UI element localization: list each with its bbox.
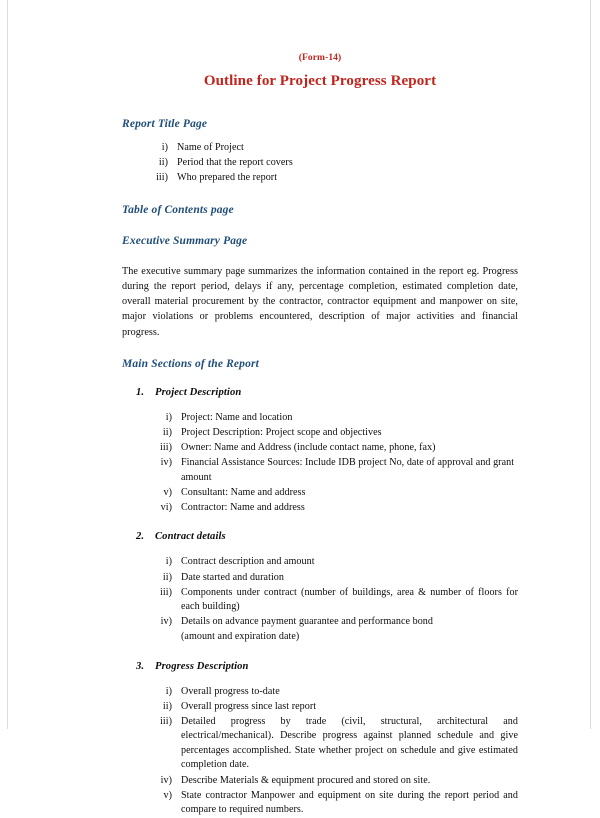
section-heading	[122, 530, 518, 544]
list-marker: iii)	[160, 715, 172, 727]
list-item	[154, 156, 518, 171]
list-item	[158, 571, 518, 586]
list-marker: vi)	[160, 501, 172, 513]
list-item	[158, 411, 518, 426]
list-marker: i)	[165, 685, 172, 697]
list-marker: i)	[165, 411, 172, 423]
list-text: Components under contract (number of buildings, area & number of floors for each building)	[181, 586, 518, 613]
list-marker: iii)	[160, 441, 172, 453]
list-text: Contract description and amount	[181, 556, 315, 568]
list-marker: ii)	[162, 700, 172, 712]
list-item	[158, 774, 518, 789]
list-item	[158, 789, 518, 818]
section-heading	[122, 386, 518, 400]
heading-executive-summary: Executive Summary Page	[122, 234, 248, 247]
list-item	[158, 426, 518, 441]
section-title: Project Description	[155, 386, 242, 398]
list-text: Date started and duration	[181, 571, 284, 583]
heading-main-sections: Main Sections of the Report	[122, 357, 259, 370]
list-marker: v)	[163, 789, 172, 801]
list-subline: (amount and expiration date)	[181, 630, 300, 642]
document-content	[122, 52, 518, 818]
section-number: 2.	[136, 531, 145, 543]
list-text: State contractor Manpower and equipment on site during the report period and compare to required numbers.	[181, 789, 518, 816]
section-progress-description	[122, 660, 518, 818]
list-text: Detailed progress by trade (civil, structural, architectural and electrical/mechanical). Describe progress against planned schedule and give percentages accomplished. State whether project on schedule and give estimated completion date.	[181, 715, 518, 771]
list-item	[154, 171, 518, 186]
list-marker: ii)	[158, 157, 168, 169]
list-item	[158, 441, 518, 456]
list-text: Overall progress to-date	[181, 685, 280, 697]
list-text: Financial Assistance Sources: Include IDB project No, date of approval and grant amount	[181, 457, 515, 483]
heading-table-of-contents: Table of Contents page	[122, 203, 234, 216]
list-text: Name of Project	[177, 142, 244, 153]
section-number: 3.	[136, 660, 145, 672]
list-marker: iv)	[160, 616, 172, 628]
list-marker: iii)	[160, 586, 172, 598]
list-marker: ii)	[162, 571, 172, 583]
list-item	[158, 586, 518, 615]
form-number: (Form-14)	[298, 53, 342, 63]
list-text: Details on advance payment guarantee and performance bond	[181, 616, 433, 628]
list-text: Owner: Name and Address (include contact name, phone, fax)	[181, 441, 436, 453]
list-marker: iv)	[160, 457, 172, 469]
list-project-description	[122, 411, 518, 516]
list-item	[158, 456, 518, 485]
section-heading	[122, 660, 518, 674]
list-item	[158, 555, 518, 570]
list-marker: iv)	[160, 774, 172, 786]
list-marker: v)	[163, 486, 172, 498]
executive-summary-paragraph: The executive summary page summarizes the information contained in the report eg. Progress during the report period, delays if any, percentage completion, estimated completion date, overall material procurement by the contractor, contractor equipment and manpower on site, major violations or problems encountered, description of major activities and financial progress.	[122, 265, 518, 338]
list-marker: ii)	[162, 426, 172, 438]
heading-report-title-page: Report Title Page	[122, 118, 208, 130]
section-project-description	[122, 386, 518, 516]
list-item	[158, 615, 518, 644]
list-item	[158, 700, 518, 715]
list-marker: i)	[161, 142, 168, 153]
list-item	[158, 685, 518, 700]
list-text: Project: Name and location	[181, 411, 293, 423]
list-item	[158, 486, 518, 501]
list-text: Who prepared the report	[177, 172, 278, 184]
list-progress-description	[122, 685, 518, 818]
section-number: 1.	[136, 386, 145, 398]
list-item	[158, 501, 518, 516]
list-text-group	[181, 615, 518, 644]
list-contract-details	[122, 555, 518, 644]
list-item	[158, 715, 518, 773]
list-report-title-page	[122, 141, 518, 186]
list-text: Project Description: Project scope and objectives	[181, 426, 382, 438]
list-text: Period that the report covers	[177, 157, 293, 169]
page-title: Outline for Project Progress Report	[203, 73, 437, 89]
document-page	[7, 0, 591, 816]
list-marker: iii)	[156, 172, 168, 184]
list-item	[154, 141, 518, 156]
list-text: Consultant: Name and address	[181, 486, 306, 498]
section-title: Progress Description	[155, 660, 249, 672]
list-text: Overall progress since last report	[181, 700, 317, 712]
list-marker: i)	[165, 556, 172, 568]
list-text: Contractor: Name and address	[181, 501, 305, 513]
list-text: Describe Materials & equipment procured and stored on site.	[181, 774, 431, 786]
section-contract-details	[122, 530, 518, 644]
section-title: Contract details	[155, 531, 226, 543]
